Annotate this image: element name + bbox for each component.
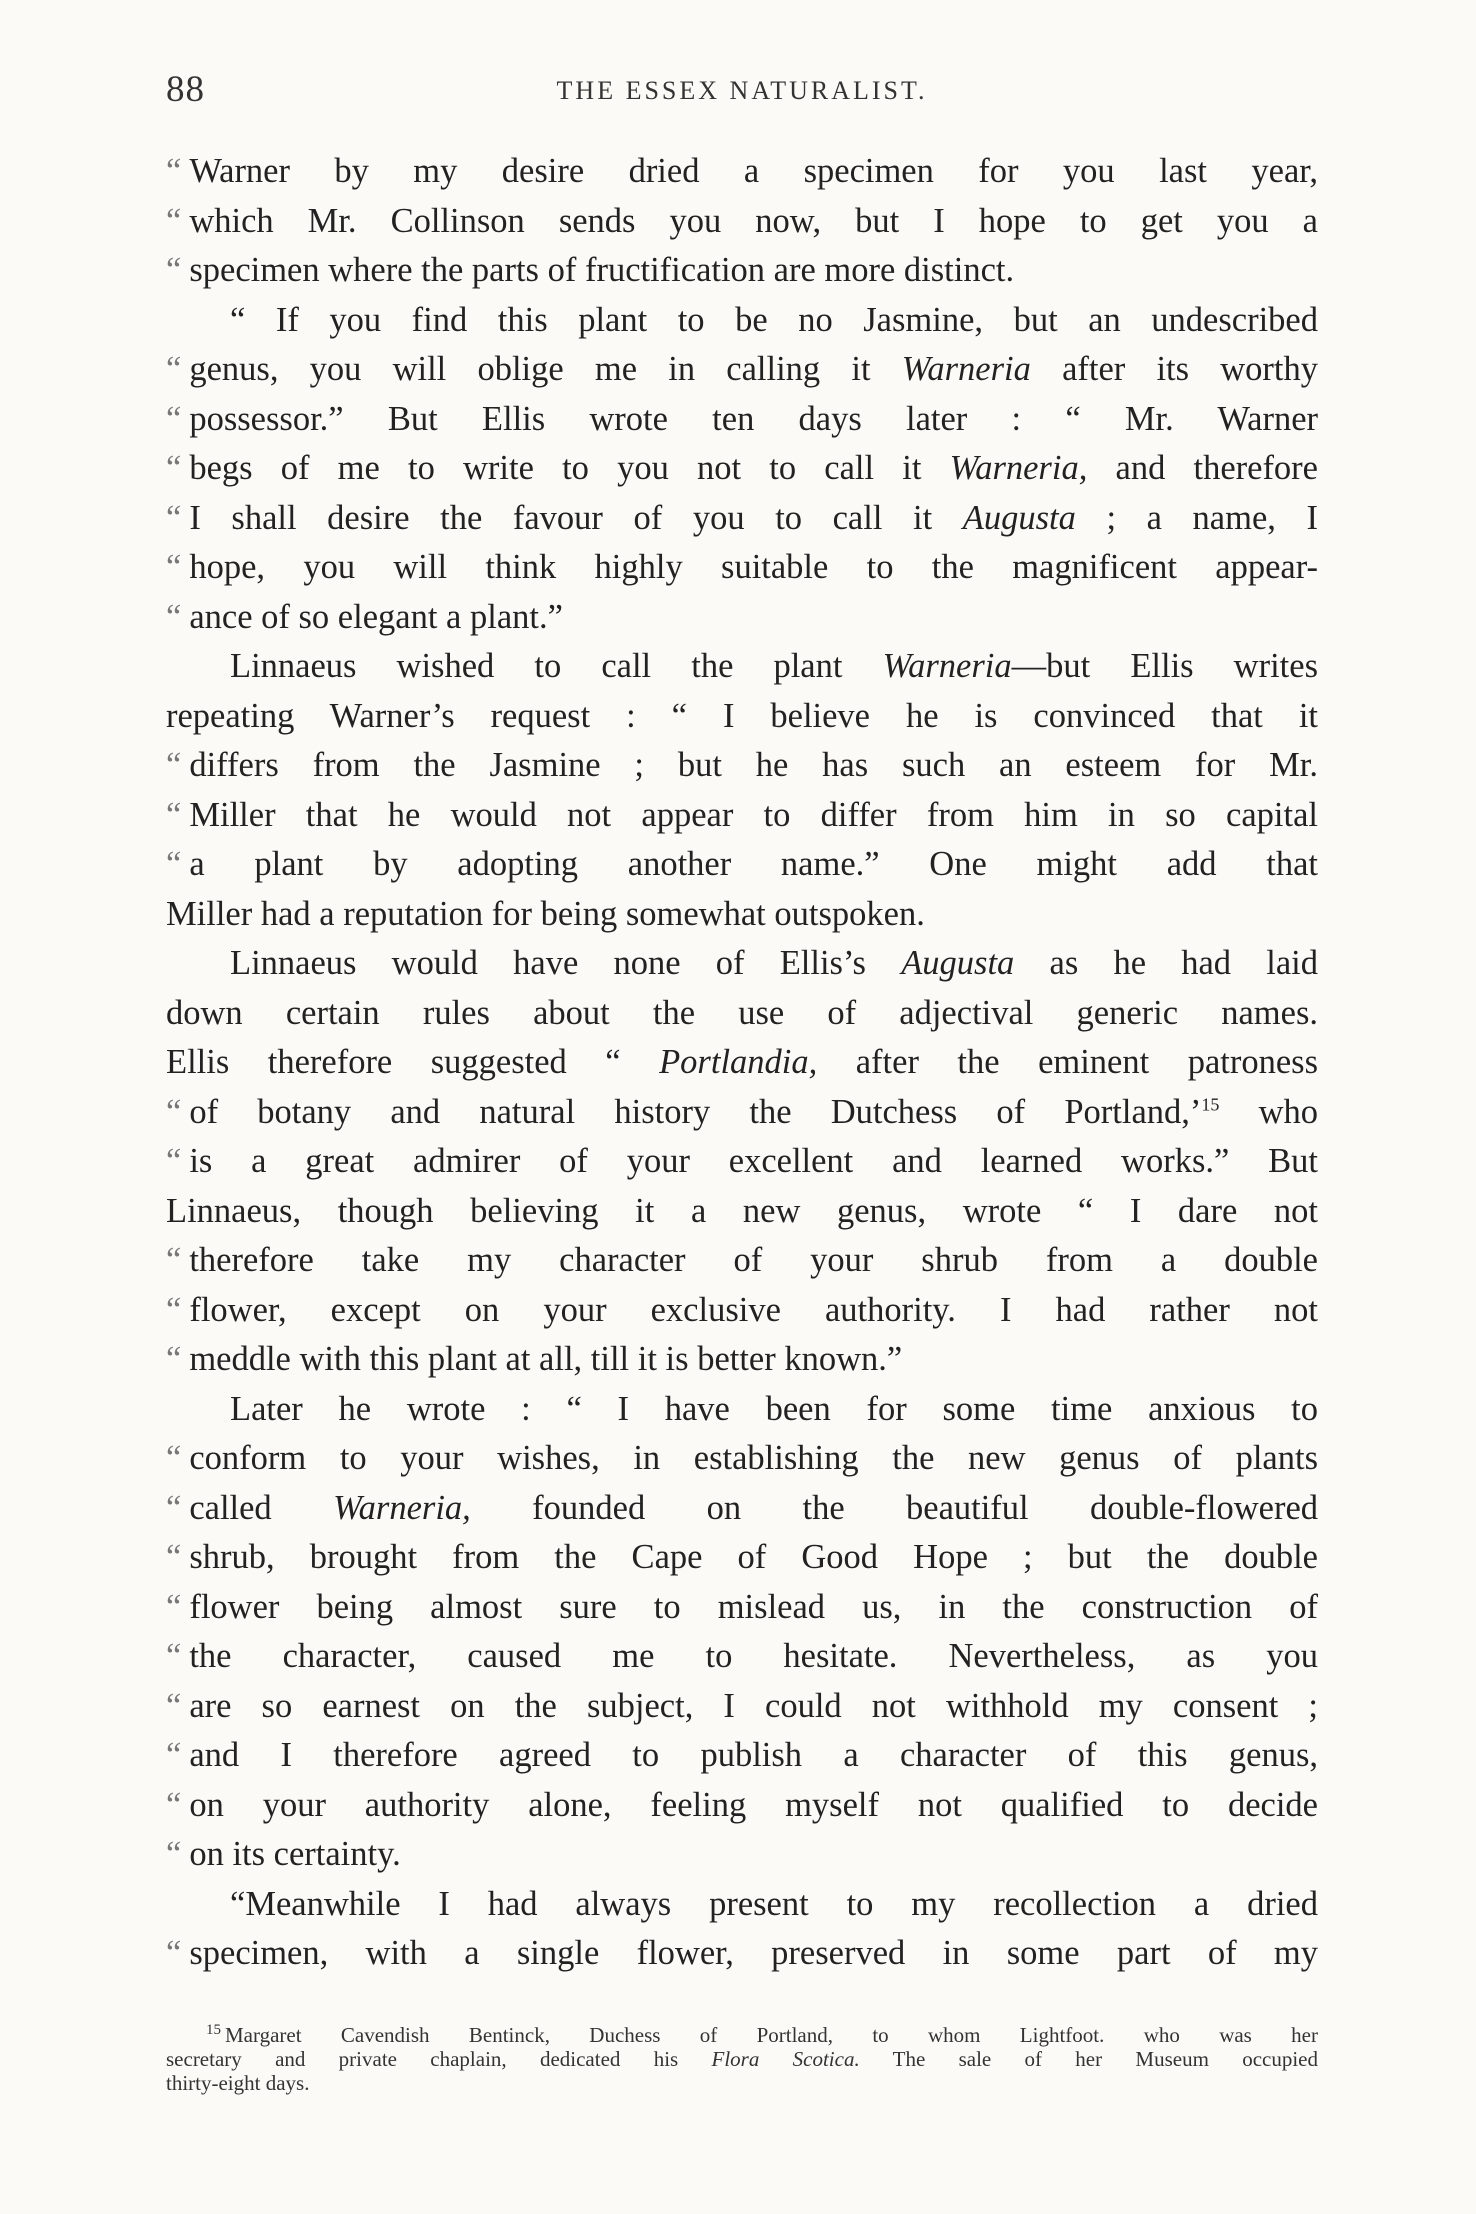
text-line [166,1880,1318,1930]
text-run: —but Ellis writes [1011,647,1318,685]
footnote-number: 15 [206,2022,221,2038]
text-run: Later he wrote : “ I have been for some time anxious to [230,1389,1318,1428]
text-run: “ If you find this plant to be no Jasmine, but an undescribed [230,300,1318,339]
continuation-quote-mark: “ [166,1835,182,1873]
body-text [166,147,1318,1979]
text-run: specimen where the parts of fructification are more distinct. [189,251,1015,289]
text-run: on your authority alone, feeling myself not qualified to decide [189,1785,1318,1824]
text-run: after its worthy [1030,350,1318,388]
text-run: flower, except on your exclusive authority. I had rather not [189,1290,1318,1329]
text-run: a plant by adopting another name.” One might add that [189,845,1318,883]
text-line [166,1929,1318,1979]
italic-text: Warneria, [949,449,1088,487]
text-run: conform to your wishes, in establishing the new genus of plants [189,1439,1318,1477]
text-run: Ellis therefore suggested “ [166,1043,660,1081]
text-line [166,444,1318,494]
text-line [166,692,1318,742]
text-line [166,345,1318,395]
text-run: down certain rules about the use of adjectival generic names. [166,993,1318,1032]
italic-text: Augusta [962,498,1076,537]
text-run: Margaret Cavendish Bentinck, Duchess of Portland, to whom Lightfoot. who was her [225,2023,1318,2047]
text-run: ; a name, I [1075,498,1318,537]
text-line [166,395,1318,445]
text-line [166,890,1318,940]
text-run: called [189,1488,334,1527]
page-header [166,68,1318,112]
text-run: differs from the Jasmine ; but he has such an esteem for Mr. [189,746,1318,784]
text-run: as he had laid [1014,944,1319,982]
continuation-quote-mark: “ [166,548,182,586]
text-line [166,1137,1318,1187]
text-line [166,1335,1318,1385]
text-run: which Mr. Collinson sends you now, but I hope to get you a [189,201,1318,240]
continuation-quote-mark: “ [166,1092,182,1131]
text-run: after the eminent patroness [817,1043,1318,1081]
text-run: Miller had a reputation for being somewhat outspoken. [166,894,925,933]
text-run: begs of me to write to you not to call it [189,449,950,487]
text-run: thirty-eight days. [166,2071,310,2095]
text-line [166,741,1318,791]
text-run: shrub, brought from the Cape of Good Hope ; but the double [189,1538,1318,1576]
continuation-quote-mark: “ [166,399,182,438]
text-run: is a great admirer of your excellent and learned works.” But [189,1142,1318,1180]
text-line [166,642,1318,692]
continuation-quote-mark: “ [166,795,182,834]
running-title: THE ESSEX NATURALIST. [556,76,928,105]
text-run: who [1219,1092,1318,1131]
italic-text: Warneria [882,647,1012,685]
continuation-quote-mark: “ [166,1587,182,1626]
text-line [166,1533,1318,1583]
continuation-quote-mark: “ [166,1488,182,1527]
continuation-quote-mark: “ [166,1241,182,1279]
text-line [166,1088,1318,1138]
text-run: and therefore [1087,449,1318,487]
continuation-quote-mark: “ [166,251,182,289]
text-run: meddle with this plant at all, till it is better known.” [189,1340,903,1378]
text-run: The sale of her Museum occupied [859,2047,1318,2071]
text-run: I shall desire the favour of you to call it [189,498,963,537]
text-line [166,791,1318,841]
continuation-quote-mark: “ [166,1934,182,1972]
text-run: the character, caused me to hesitate. Nevertheless, as you [189,1637,1318,1675]
text-line [166,1236,1318,1286]
continuation-quote-mark: “ [166,1785,182,1824]
continuation-quote-mark: “ [166,597,182,636]
footnote [166,2023,1318,2095]
continuation-quote-mark: “ [166,1736,182,1774]
page-number: 88 [166,69,205,110]
text-run: flower being almost sure to mislead us, in the construction of [189,1587,1318,1626]
text-run: Linnaeus, though believing it a new genus, wrote “ I dare not [166,1191,1318,1230]
text-run: repeating Warner’s request : “ I believe he is convinced that it [166,696,1318,735]
text-line [166,1484,1318,1534]
text-run: and I therefore agreed to publish a character of this genus, [189,1736,1318,1774]
italic-text: Portlandia, [659,1043,818,1081]
text-run: Miller that he would not appear to differ from him in so capital [189,795,1318,834]
continuation-quote-mark: “ [166,1538,182,1576]
text-line [166,840,1318,890]
footnote-line [166,2047,1318,2071]
continuation-quote-mark: “ [166,1637,182,1675]
text-line [166,1583,1318,1633]
italic-text: Flora Scotica. [711,2047,860,2071]
continuation-quote-mark: “ [166,1142,182,1180]
text-line [166,197,1318,247]
text-run: secretary and private chaplain, dedicated his [166,2047,712,2071]
text-line [166,1385,1318,1435]
continuation-quote-mark: “ [166,746,182,784]
text-line [166,1038,1318,1088]
continuation-quote-mark: “ [166,350,182,388]
italic-text: Warneria [901,350,1031,388]
footnote-line [166,2071,1318,2095]
text-line [166,494,1318,544]
footnote-ref: 15 [1201,1094,1220,1114]
text-run: possessor.” But Ellis wrote ten days later : “ Mr. Warner [189,399,1318,438]
text-line [166,246,1318,296]
text-line [166,1286,1318,1336]
text-run: specimen, with a single flower, preserved in some part of my [189,1934,1318,1972]
text-run: on its certainty. [189,1835,401,1873]
continuation-quote-mark: “ [166,1290,182,1329]
text-line [166,543,1318,593]
text-line [166,1434,1318,1484]
text-line [166,147,1318,197]
text-run: of botany and natural history the Dutchess of Portland,’ [189,1092,1202,1131]
text-run: founded on the beautiful double-flowered [470,1488,1319,1527]
footnote-line [166,2023,1318,2047]
continuation-quote-mark: “ [166,1439,182,1477]
text-run: Linnaeus wished to call the plant [230,647,883,685]
text-run: therefore take my character of your shrub from a double [189,1241,1318,1279]
text-line [166,296,1318,346]
continuation-quote-mark: “ [166,449,182,487]
continuation-quote-mark: “ [166,152,182,190]
continuation-quote-mark: “ [166,498,182,537]
text-line [166,1830,1318,1880]
text-run: are so earnest on the subject, I could not withhold my consent ; [189,1686,1318,1725]
text-line [166,1632,1318,1682]
italic-text: Warneria, [333,1488,471,1527]
text-line [166,1781,1318,1831]
italic-text: Augusta [901,944,1015,982]
text-run: hope, you will think highly suitable to the magnificent appear- [189,548,1318,586]
text-line [166,1682,1318,1732]
text-run: “Meanwhile I had always present to my recollection a dried [230,1884,1318,1923]
text-line [166,939,1318,989]
continuation-quote-mark: “ [166,1686,182,1725]
text-line [166,989,1318,1039]
text-line [166,1187,1318,1237]
text-line [166,593,1318,643]
text-run: Linnaeus would have none of Ellis’s [230,944,902,982]
text-run: Warner by my desire dried a specimen for you last year, [189,152,1318,190]
continuation-quote-mark: “ [166,1340,182,1378]
continuation-quote-mark: “ [166,201,182,240]
text-run: genus, you will oblige me in calling it [189,350,902,388]
text-line [166,1731,1318,1781]
continuation-quote-mark: “ [166,845,182,883]
text-run: ance of so elegant a plant.” [189,597,563,636]
